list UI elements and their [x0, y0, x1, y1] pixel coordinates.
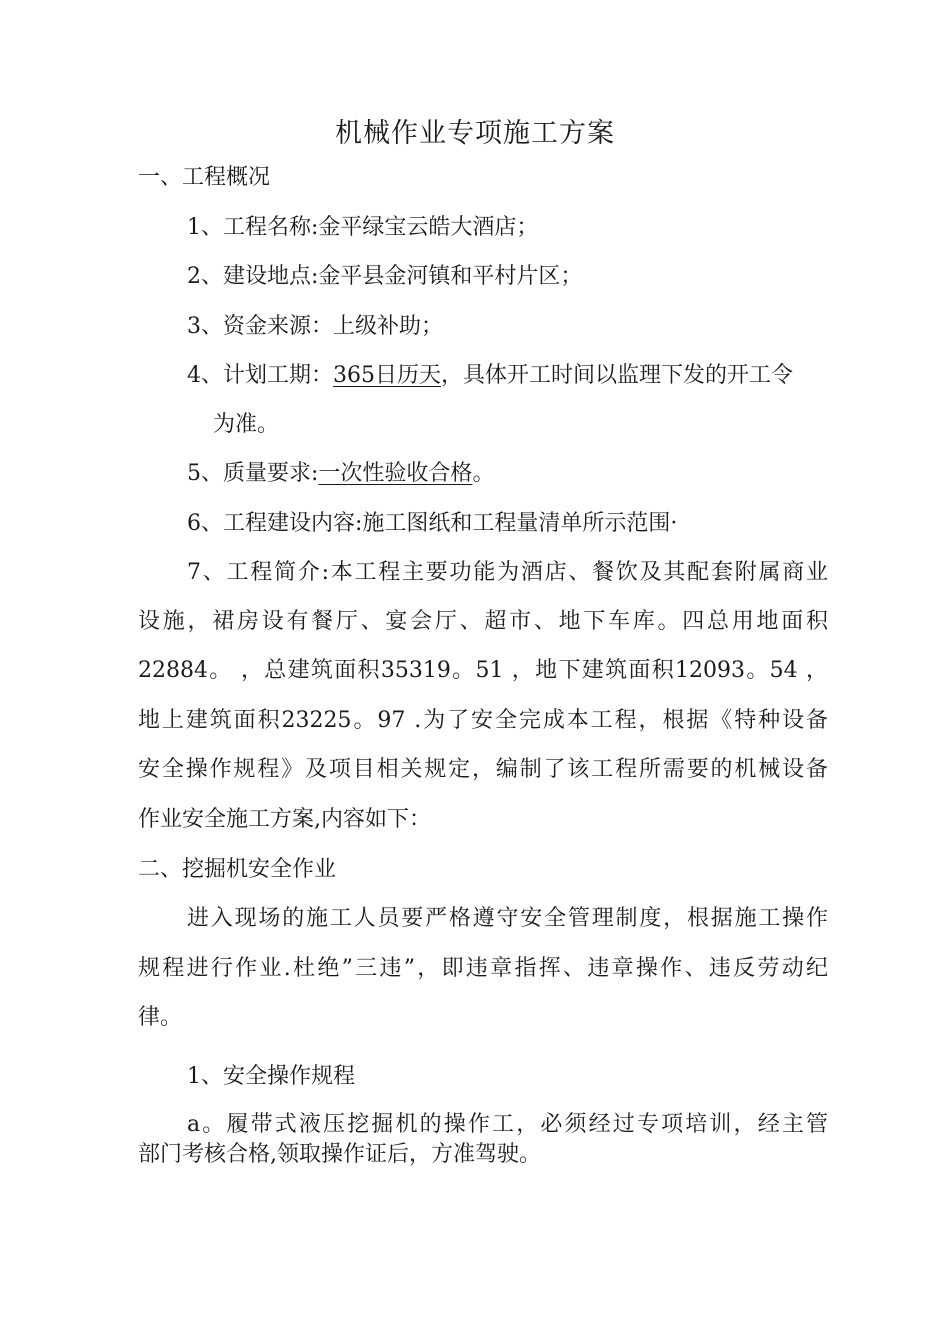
section-2-heading: 二、挖掘机安全作业 — [138, 857, 337, 882]
item-5-suffix: 。 — [472, 461, 495, 486]
item-4-suffix: ，具体开工时间以监理下发的开工令 — [441, 363, 794, 388]
item-7-line-2: 设施，裙房设有餐厅、宴会厅、超市、地下车库。四总用地面积 — [138, 609, 828, 634]
item-4-schedule — [187, 361, 793, 391]
subsection-1-a-line-2: 部门考核合格,领取操作证后，方准驾驶。 — [138, 1142, 541, 1167]
item-4-continuation: 为准。 — [213, 412, 280, 437]
item-5-requirement: 一次性验收合格 — [318, 461, 473, 486]
item-7-line-1: 7、工程简介:本工程主要功能为酒店、餐饮及其配套附属商业 — [187, 560, 828, 585]
item-2-location: 2、建设地点:金平县金河镇和平村片区； — [187, 264, 583, 289]
section-2-intro-line-3: 律。 — [138, 1005, 183, 1030]
item-7-line-4: 地上建筑面积23225。97 .为了安全完成本工程，根据《特种设备 — [138, 708, 828, 733]
document-title: 机械作业专项施工方案 — [335, 118, 615, 149]
section-1-heading: 一、工程概况 — [138, 165, 271, 190]
section-2-intro-line-1: 进入现场的施工人员要严格遵守安全管理制度，根据施工操作 — [187, 906, 828, 931]
subsection-1-heading: 1、安全操作规程 — [187, 1064, 355, 1089]
item-5-prefix: 5、质量要求: — [187, 461, 319, 486]
item-1-project-name: 1、工程名称:金平绿宝云皓大酒店； — [187, 215, 539, 240]
item-7-line-3: 22884。 ，总建筑面积35319。51 ，地下建筑面积12093。54 ， — [138, 658, 828, 683]
item-7-line-5: 安全操作规程》及项目相关规定，编制了该工程所需要的机械设备 — [138, 757, 828, 782]
section-2-intro-line-2: 规程进行作业.杜绝”三违”，即违章指挥、违章操作、违反劳动纪 — [138, 956, 828, 981]
item-5-quality — [187, 459, 494, 489]
item-3-funding: 3、资金来源：上级补助； — [187, 314, 443, 339]
subsection-1-a-line-1: a。履带式液压挖掘机的操作工，必须经过专项培训，经主管 — [187, 1112, 828, 1137]
item-4-prefix: 4、计划工期： — [187, 363, 333, 388]
item-7-line-6: 作业安全施工方案,内容如下： — [138, 807, 431, 832]
item-6-scope: 6、工程建设内容:施工图纸和工程量清单所示范围· — [187, 511, 678, 536]
item-4-duration: 365日历天 — [333, 363, 441, 388]
